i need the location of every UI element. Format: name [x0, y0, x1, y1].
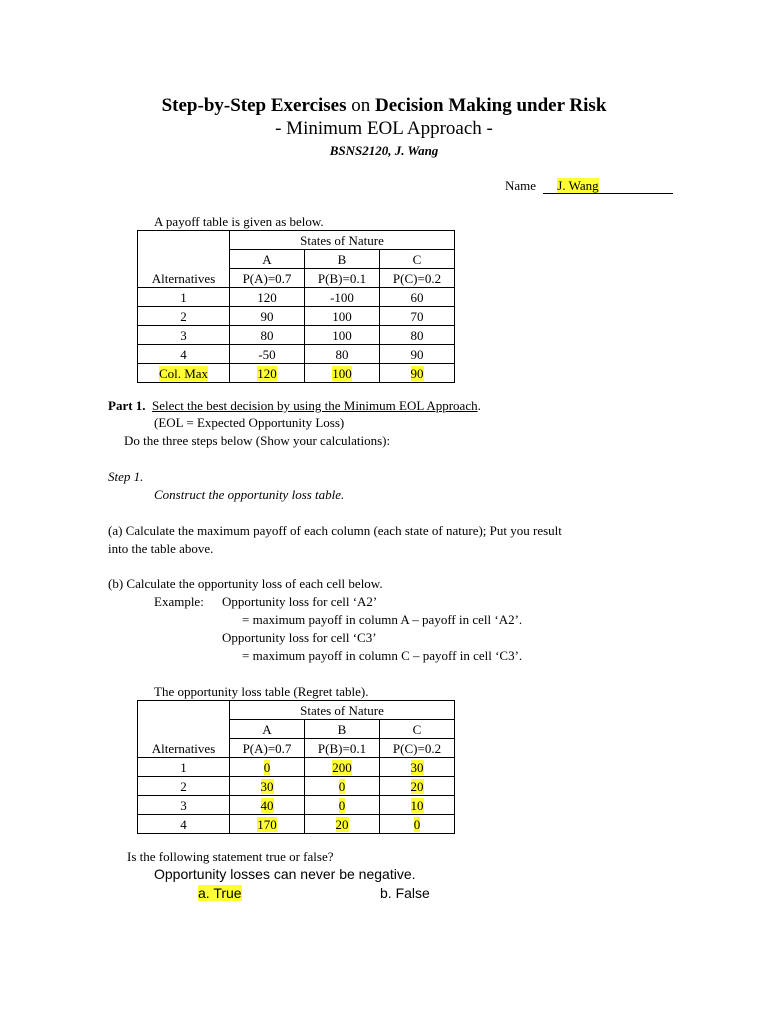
steps-intro: Do the three steps below (Show your calculations):: [124, 433, 391, 448]
regret-table: [137, 700, 455, 834]
step1-a-line2: into the table above.: [108, 541, 214, 556]
example-2-formula: = maximum payoff in column C – payoff in cell ‘C3’.: [242, 648, 523, 663]
title-part-2: Decision Making under Risk: [375, 95, 607, 116]
title-part-1: Step-by-Step Exercises: [161, 95, 347, 116]
table-row: [138, 326, 455, 345]
table-cell: 2: [138, 307, 230, 326]
question-statement: Opportunity losses can never be negative.: [154, 866, 416, 882]
regret-prob-c: P(C)=0.2: [380, 739, 455, 758]
payoff-states-header: States of Nature: [230, 231, 455, 250]
course-line: BSNS2120, J. Wang: [329, 143, 439, 158]
step1-label: Step 1.: [108, 469, 144, 484]
col-max-a: 120: [230, 364, 305, 383]
table-cell: -50: [230, 345, 305, 364]
col-max-label: Col. Max: [138, 364, 230, 383]
table-cell: 0: [230, 758, 305, 777]
table-cell: 4: [138, 815, 230, 834]
part1-heading: Part 1. Select the best decision by using the Minimum EOL Approach.: [108, 398, 481, 413]
table-cell: 40: [230, 796, 305, 815]
table-cell: 10: [380, 796, 455, 815]
answer-option-b[interactable]: b. False: [380, 885, 430, 901]
step1-b-line: (b) Calculate the opportunity loss of each cell below.: [108, 576, 383, 591]
table-row: [138, 288, 455, 307]
page-subtitle: - Minimum EOL Approach -: [275, 118, 493, 139]
example-2: Opportunity loss for cell ‘C3’: [222, 630, 377, 645]
regret-col-b: B: [305, 720, 380, 739]
payoff-prob-a: P(A)=0.7: [230, 269, 305, 288]
payoff-table: [137, 230, 455, 383]
table-cell: 80: [230, 326, 305, 345]
table-row: [138, 777, 455, 796]
col-max-b: 100: [305, 364, 380, 383]
table-cell: 100: [305, 326, 380, 345]
step1-desc: Construct the opportunity loss table.: [154, 487, 345, 502]
table-row: [138, 815, 455, 834]
answer-option-a[interactable]: a. True: [198, 885, 242, 901]
payoff-intro: A payoff table is given as below.: [154, 214, 324, 229]
col-max-c: 90: [380, 364, 455, 383]
table-cell: 90: [230, 307, 305, 326]
payoff-prob-b: P(B)=0.1: [305, 269, 380, 288]
regret-intro: The opportunity loss table (Regret table).: [154, 684, 369, 699]
table-cell: 1: [138, 288, 230, 307]
table-cell: 80: [305, 345, 380, 364]
payoff-col-a: A: [230, 250, 305, 269]
table-cell: 0: [305, 796, 380, 815]
table-row: [138, 796, 455, 815]
table-cell: 20: [305, 815, 380, 834]
table-cell: 3: [138, 796, 230, 815]
table-cell: 30: [230, 777, 305, 796]
part1-instruction: Select the best decision by using the Minimum EOL Approach: [152, 398, 478, 413]
part1-label: Part 1.: [108, 398, 146, 413]
regret-col-c: C: [380, 720, 455, 739]
eol-definition: (EOL = Expected Opportunity Loss): [154, 415, 345, 430]
table-cell: 20: [380, 777, 455, 796]
table-cell: 30: [380, 758, 455, 777]
payoff-col-c: C: [380, 250, 455, 269]
step1-a-line1: (a) Calculate the maximum payoff of each column (each state of nature); Put you result: [108, 523, 562, 538]
payoff-col-b: B: [305, 250, 380, 269]
table-cell: 3: [138, 326, 230, 345]
table-cell: 1: [138, 758, 230, 777]
example-1: Opportunity loss for cell ‘A2’: [222, 594, 378, 609]
name-field: [505, 178, 673, 194]
table-cell: 4: [138, 345, 230, 364]
title-connector: on: [346, 95, 375, 116]
regret-alt-header: Alternatives: [138, 701, 230, 758]
name-value: J. Wang: [557, 178, 599, 193]
payoff-alt-header: Alternatives: [138, 231, 230, 288]
table-cell: 70: [380, 307, 455, 326]
name-value-line: [543, 178, 673, 194]
example-1-formula: = maximum payoff in column A – payoff in cell ‘A2’.: [242, 612, 523, 627]
regret-states-header: States of Nature: [230, 701, 455, 720]
table-cell: 100: [305, 307, 380, 326]
table-row: [138, 307, 455, 326]
regret-col-a: A: [230, 720, 305, 739]
example-label: Example:: [154, 594, 204, 609]
question-prompt: Is the following statement true or false?: [127, 849, 334, 864]
payoff-prob-c: P(C)=0.2: [380, 269, 455, 288]
table-cell: 2: [138, 777, 230, 796]
table-cell: -100: [305, 288, 380, 307]
name-label: Name: [505, 178, 537, 193]
table-cell: 60: [380, 288, 455, 307]
table-cell: 200: [305, 758, 380, 777]
table-cell: 80: [380, 326, 455, 345]
table-cell: 90: [380, 345, 455, 364]
table-cell: 120: [230, 288, 305, 307]
page-title: [0, 95, 768, 117]
table-row: [138, 758, 455, 777]
table-cell: 0: [305, 777, 380, 796]
regret-prob-a: P(A)=0.7: [230, 739, 305, 758]
table-row: [138, 345, 455, 364]
table-cell: 0: [380, 815, 455, 834]
col-max-row: [138, 364, 455, 383]
regret-prob-b: P(B)=0.1: [305, 739, 380, 758]
table-cell: 170: [230, 815, 305, 834]
